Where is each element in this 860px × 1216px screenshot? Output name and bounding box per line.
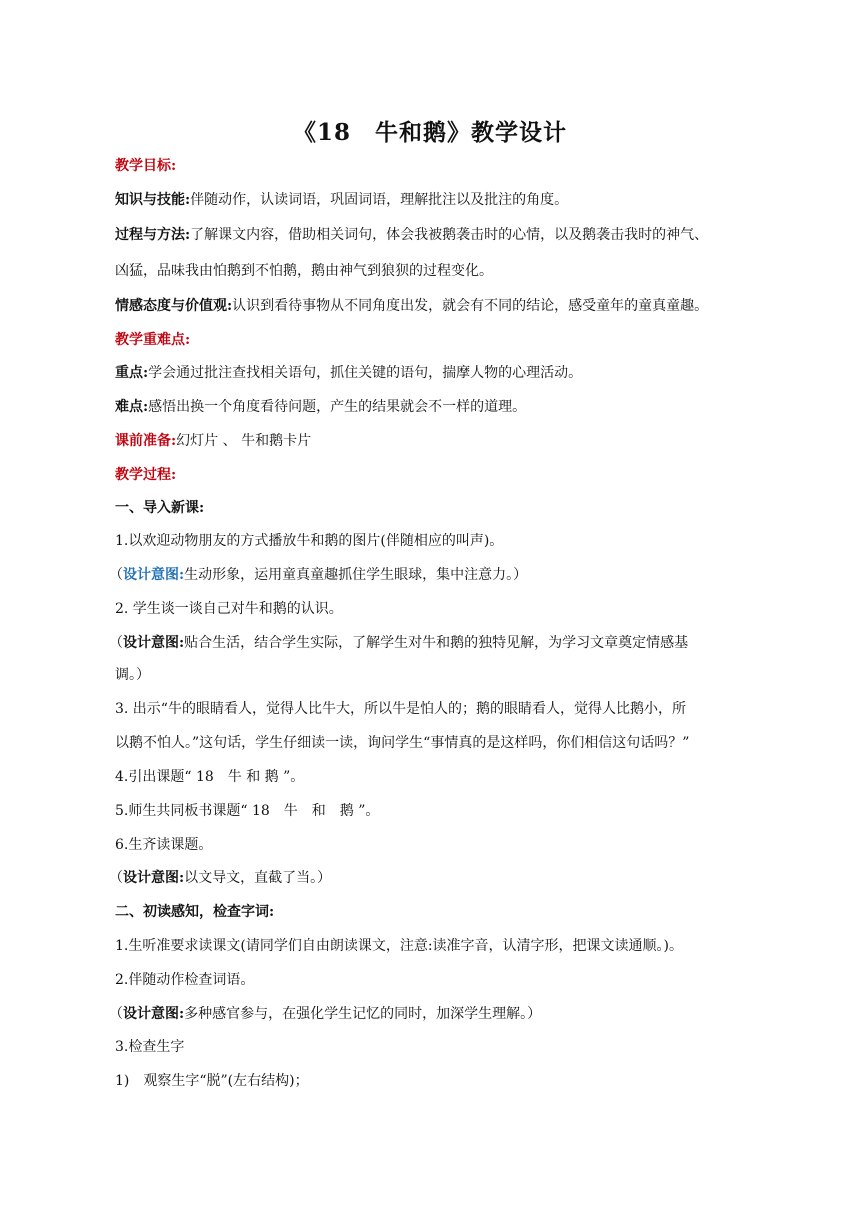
key-difficult-heading xyxy=(115,331,190,349)
teaching-process-heading xyxy=(115,466,176,484)
step-2-2: 2.伴随动作检查词语。 xyxy=(115,972,255,988)
intent-text-1: 贴合生活，结合学生实际，了解学生对牛和鹅的独特见解，为学习文章奠定情感基 xyxy=(184,635,689,651)
knowledge-text: 伴随动作，认读词语，巩固词语，理解批注以及批注的角度。 xyxy=(190,192,569,208)
preparation-label: 课前准备: xyxy=(115,433,177,449)
intent-text: 多种感官参与，在强化学生记忆的同时，加深学生理解。） xyxy=(184,1006,542,1022)
knowledge-label: 知识与技能: xyxy=(115,192,191,208)
heading-text: 教学过程: xyxy=(115,467,177,483)
key-point-label: 重点: xyxy=(115,365,149,381)
paren-open: （ xyxy=(109,1006,123,1022)
intent-text: 生动形象，运用童真童趣抓住学生眼球，集中注意力。） xyxy=(184,567,528,583)
design-intent-4 xyxy=(109,1005,541,1023)
intent-label: 设计意图: xyxy=(123,870,185,886)
preparation-text: 幻灯片 、 牛和鹅卡片 xyxy=(176,433,312,449)
teaching-goals-heading xyxy=(115,157,176,175)
process-method-line xyxy=(115,226,708,244)
step-1-4: 4.引出课题“ 18 牛 和 鹅 ”。 xyxy=(115,769,305,785)
section-2-heading: 二、初读感知，检查字词: xyxy=(115,904,275,920)
process-label: 过程与方法: xyxy=(115,227,191,243)
step-2-3: 3.检查生字 xyxy=(115,1039,185,1055)
process-text-1: 了解课文内容，借助相关词句，体会我被鹅袭击时的心情，以及鹅袭击我时的神气、 xyxy=(190,227,709,243)
design-intent-1 xyxy=(109,566,527,584)
emotion-attitude-line xyxy=(115,297,708,315)
design-intent-2 xyxy=(109,634,688,652)
step-1-1: 1.以欢迎动物朋友的方式播放牛和鹅的图片(伴随相应的叫声)。 xyxy=(115,533,504,549)
step-1-5: 5.师生共同板书课题“ 18 牛 和 鹅 ”。 xyxy=(115,803,380,819)
difficulty-label: 难点: xyxy=(115,399,149,415)
emotion-text: 认识到看待事物从不同角度出发，就会有不同的结论，感受童年的童真童趣。 xyxy=(232,298,709,314)
step-1-3a: 3. 出示“牛的眼睛看人，觉得人比牛大，所以牛是怕人的；鹅的眼睛看人，觉得人比鹅小，所 xyxy=(115,701,686,717)
paren-open: （ xyxy=(109,870,123,886)
step-2-3-1: 1) 观察生字“脱”(左右结构)； xyxy=(115,1073,309,1089)
step-1-3b: 以鹅不怕人。”这句话，学生仔细读一读，询问学生“事情真的是这样吗，你们相信这句话吗？” xyxy=(115,735,690,751)
design-intent-3 xyxy=(109,869,331,887)
intent-label: 设计意图: xyxy=(123,635,185,651)
section-1-heading: 一、导入新课: xyxy=(115,500,205,516)
step-1-2: 2. 学生谈一谈自己对牛和鹅的认识。 xyxy=(115,601,343,617)
step-2-1: 1.生听准要求读课文(请同学们自由朗读课文，注意:读准字音，认清字形，把课文读通顺。)。 xyxy=(115,938,683,954)
step-1-6: 6.生齐读课题。 xyxy=(115,837,213,853)
intent-label: 设计意图: xyxy=(123,1006,185,1022)
page-title: 《18 牛和鹅》教学设计 xyxy=(292,119,567,146)
difficulty-text: 感悟出换一个角度看待问题，产生的结果就会不一样的道理。 xyxy=(148,399,527,415)
preparation-line xyxy=(115,432,311,450)
intent-text: 以文导文，直截了当。） xyxy=(184,870,332,886)
heading-text: 教学重难点: xyxy=(115,332,191,348)
knowledge-skill-line xyxy=(115,191,568,209)
emotion-label: 情感态度与价值观: xyxy=(115,298,233,314)
design-intent-2-cont: 调。） xyxy=(115,667,150,683)
heading-text: 教学目标: xyxy=(115,158,177,174)
intent-label: 设计意图: xyxy=(123,567,185,583)
process-text-2: 凶猛，品味我由怕鹅到不怕鹅，鹅由神气到狼狈的过程变化。 xyxy=(115,263,493,279)
difficulty-line xyxy=(115,398,526,416)
process-method-line-2 xyxy=(115,262,493,280)
paren-open: （ xyxy=(109,635,123,651)
key-point-text: 学会通过批注查找相关语句，抓住关键的语句，揣摩人物的心理活动。 xyxy=(148,365,583,381)
paren-open: （ xyxy=(109,567,123,583)
key-point-line xyxy=(115,364,582,382)
